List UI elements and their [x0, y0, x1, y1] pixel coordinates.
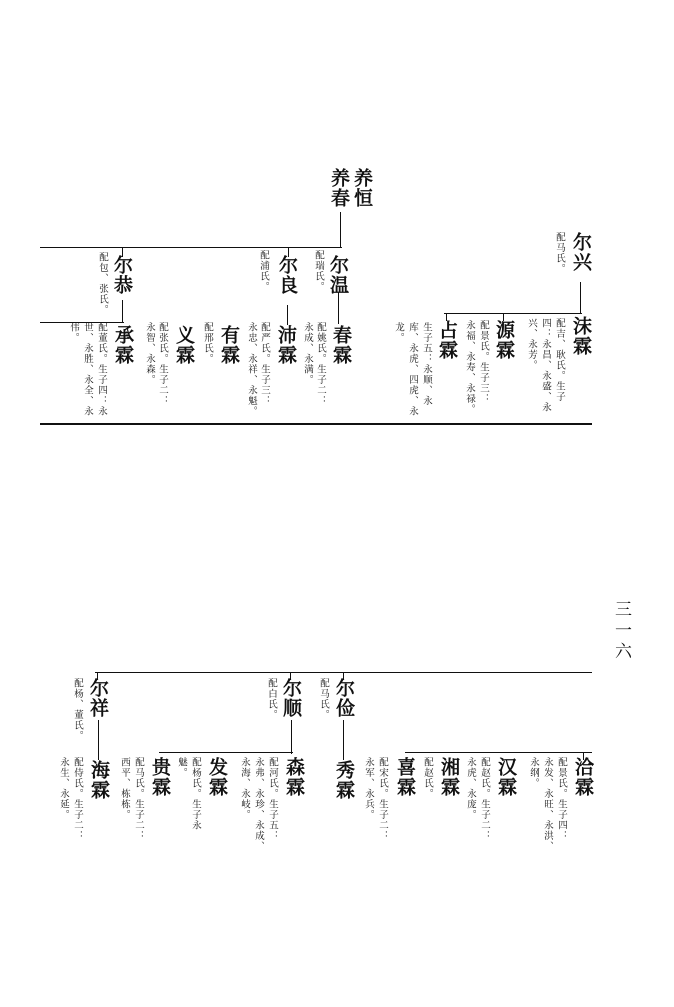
person-yuan-lin: 源霖	[493, 320, 515, 360]
person-note: 配马氏。	[318, 678, 329, 720]
person-note: 永发、永旺、永洪、	[542, 757, 553, 852]
person-qia-lin: 洽霖	[572, 757, 594, 797]
person-note: 配河氏。生子五：	[267, 757, 278, 841]
tree-connector	[340, 212, 341, 248]
tree-branch-line	[40, 247, 342, 248]
person-note: 永智、永森。	[144, 322, 155, 385]
person-er-gong: 尔恭	[111, 255, 133, 295]
person-note: 龙。	[393, 322, 404, 343]
tree-connector	[338, 292, 339, 324]
person-pei-lin: 沛霖	[275, 325, 297, 365]
page-number: 三一六	[611, 600, 631, 663]
person-gui-lin: 贵霖	[149, 757, 171, 797]
tree-connector	[122, 300, 123, 323]
tree-branch-line	[444, 313, 582, 314]
person-note: 配赵氏。生子二：	[479, 757, 490, 841]
person-note: 配浦氏。	[258, 250, 269, 292]
section-divider	[40, 423, 592, 425]
person-note: 西平、栋栋。	[119, 757, 130, 820]
person-note: 配马氏。	[554, 232, 565, 274]
tree-connector	[98, 720, 99, 760]
person-cheng-lin: 承霖	[112, 325, 134, 365]
tree-branch-line	[159, 752, 293, 753]
person-note: 兴、永芳。	[526, 318, 537, 371]
person-er-liang: 尔良	[276, 255, 298, 295]
person-note: 四：永昌、永盛、永	[540, 318, 551, 413]
person-note: 配瑞氏。	[313, 250, 324, 292]
person-note: 配赵氏。	[422, 757, 433, 799]
person-er-shun: 尔顺	[280, 678, 302, 718]
person-note: 配杨、董氏。	[72, 678, 83, 741]
person-note: 永成、永满。	[302, 322, 313, 385]
person-note: 永生、永延。	[58, 757, 69, 820]
person-er-xiang: 尔祥	[87, 678, 109, 718]
tree-branch-line	[405, 752, 592, 753]
person-note: 永虎、永庞。	[465, 757, 476, 820]
person-note: 世、永胜、永全、永	[82, 322, 93, 417]
person-note: 永海、永岐。	[239, 757, 250, 820]
person-note: 配邢氏。	[202, 322, 213, 364]
person-note: 配马氏。生子二：	[133, 757, 144, 841]
tree-connector	[343, 720, 344, 760]
person-yi-lin: 义霖	[173, 325, 195, 365]
person-note: 生子五：永顺、永	[421, 322, 432, 406]
person-note: 库、永虎、四虎、永	[407, 322, 418, 417]
tree-connector	[580, 282, 581, 314]
person-note: 配白氏。	[266, 678, 277, 720]
person-note: 配姚氏。生子二：	[315, 322, 326, 406]
ancestor-yangchun: 养春	[328, 168, 350, 208]
person-mo-lin: 沫霖	[570, 316, 592, 356]
person-note: 配景氏。生子四：	[556, 757, 567, 841]
person-fa-lin: 发霖	[206, 757, 228, 797]
person-xiu-lin: 秀霖	[333, 760, 355, 800]
person-xiang-lin: 湘霖	[438, 757, 460, 797]
person-note: 配董氏。生子四：永	[96, 322, 107, 417]
person-note: 配宋氏。生子二：	[377, 757, 388, 841]
person-note: 配吉、耿氏。生子	[554, 318, 565, 402]
person-you-lin: 有霖	[218, 325, 240, 365]
person-note: 永忠、永祥、永魁。	[246, 322, 257, 417]
person-hai-lin: 海霖	[88, 760, 110, 800]
person-han-lin: 汉霖	[495, 757, 517, 797]
person-note: 永弗、永珍、永成、	[253, 757, 264, 852]
person-note: 配严氏。生子三：	[259, 322, 270, 406]
person-note: 配侍氏。生子二：	[72, 757, 83, 841]
person-note: 永军、永兵。	[363, 757, 374, 820]
person-er-wen: 尔温	[327, 255, 349, 295]
person-note: 永福、永寿、永禄。	[464, 320, 475, 415]
tree-connector	[291, 720, 292, 754]
person-note: 配张氏。生子二：	[157, 322, 168, 406]
tree-connector	[287, 305, 288, 325]
person-xi-lin: 喜霖	[394, 757, 416, 797]
person-er-jian: 尔俭	[333, 678, 355, 718]
person-er-xing: 尔兴	[570, 232, 592, 272]
person-note: 伟。	[68, 322, 79, 343]
person-note: 配景氏。生子三：	[478, 320, 489, 404]
person-note: 配杨氏。生子永	[190, 757, 201, 831]
person-zhan-lin: 占霖	[436, 320, 458, 360]
person-note: 配包、张氏。	[97, 252, 108, 315]
ancestor-yangheng: 养恒	[351, 168, 373, 208]
person-sen-lin: 森霖	[283, 757, 305, 797]
person-note: 永纲。	[528, 757, 539, 789]
person-chun-lin: 春霖	[330, 325, 352, 365]
person-note: 魅。	[176, 757, 187, 778]
